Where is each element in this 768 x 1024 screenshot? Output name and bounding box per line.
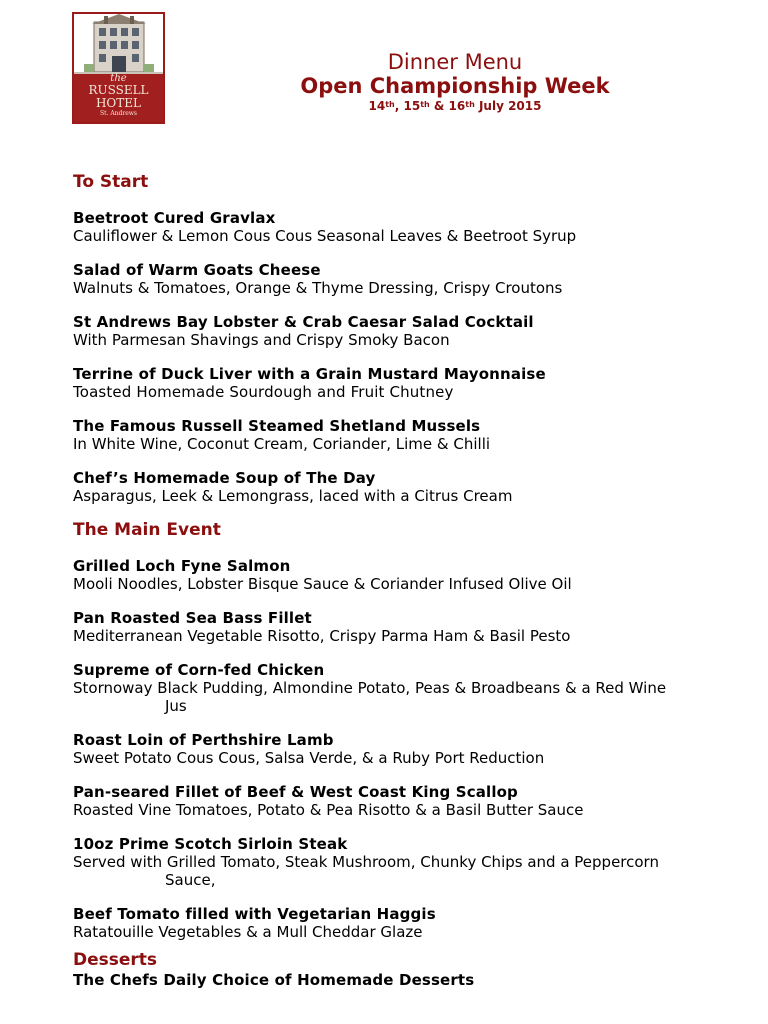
menu-item	[73, 469, 713, 505]
dish-name: Salad of Warm Goats Cheese	[73, 261, 321, 279]
dish-description: With Parmesan Shavings and Crispy Smoky Bacon	[73, 331, 450, 349]
dish-name: Pan-seared Fillet of Beef & West Coast King Scallop	[73, 783, 518, 801]
menu-content	[73, 171, 713, 989]
menu-item	[73, 557, 713, 593]
date-separator-2: &	[429, 99, 449, 113]
dish-name: Chef’s Homemade Soup of The Day	[73, 469, 376, 487]
menu-item	[73, 209, 713, 245]
menu-item	[73, 661, 713, 715]
menu-item	[73, 783, 713, 819]
menu-title: Dinner Menu	[387, 50, 523, 74]
menu-subtitle: Open Championship Week	[300, 74, 610, 98]
menu-item	[73, 609, 713, 645]
dish-name: Supreme of Corn-fed Chicken	[73, 661, 325, 679]
logo-text-hotel: HOTEL	[95, 96, 142, 110]
date-day-1: 14	[368, 99, 386, 113]
menu-item	[73, 261, 713, 297]
menu-dates	[250, 99, 660, 114]
date-month-year: July 2015	[474, 99, 542, 113]
menu-item	[73, 905, 713, 941]
menu-item	[73, 313, 713, 349]
dish-name: St Andrews Bay Lobster & Crab Caesar Salad Cocktail	[73, 313, 534, 331]
dish-name: Terrine of Duck Liver with a Grain Mustard Mayonnaise	[73, 365, 546, 383]
menu-item	[73, 835, 713, 889]
date-suffix-3: th	[465, 100, 475, 109]
date-day-2: 15	[403, 99, 421, 113]
menu-item	[73, 731, 713, 767]
menu-header	[250, 50, 660, 114]
dish-description: Roasted Vine Tomatoes, Potato & Pea Risotto & a Basil Butter Sauce	[73, 801, 584, 819]
desserts-description: The Chefs Daily Choice of Homemade Desserts	[73, 971, 475, 989]
logo-text-russell: RUSSELL	[88, 83, 149, 97]
dish-description: In White Wine, Coconut Cream, Coriander, Lime & Chilli	[73, 435, 491, 453]
section-title-main-event: The Main Event	[73, 520, 221, 540]
dish-name: Roast Loin of Perthshire Lamb	[73, 731, 334, 749]
dish-description: Asparagus, Leek & Lemongrass, laced with a Citrus Cream	[73, 487, 513, 505]
date-separator-1: ,	[394, 99, 404, 113]
menu-item	[73, 417, 713, 453]
dish-description: Stornoway Black Pudding, Almondine Potato, Peas & Broadbeans & a Red Wine	[73, 679, 667, 697]
dish-description-continued: Jus	[165, 697, 187, 715]
logo-text-location: St. Andrews	[99, 110, 137, 117]
hotel-logo	[72, 12, 165, 124]
dish-description: Sweet Potato Cous Cous, Salsa Verde, & a Ruby Port Reduction	[73, 749, 545, 767]
section-title-desserts: Desserts	[73, 950, 158, 970]
dish-name: Beetroot Cured Gravlax	[73, 209, 276, 227]
section-title-to-start: To Start	[73, 172, 149, 192]
dish-description: Mediterranean Vegetable Risotto, Crispy Parma Ham & Basil Pesto	[73, 627, 571, 645]
dish-name: 10oz Prime Scotch Sirloin Steak	[73, 835, 348, 853]
dish-name: Beef Tomato filled with Vegetarian Haggis	[73, 905, 436, 923]
dish-description: Toasted Homemade Sourdough and Fruit Chutney	[73, 383, 454, 401]
date-suffix-2: th	[420, 100, 430, 109]
logo-text-the: the	[110, 73, 127, 84]
date-suffix-1: th	[385, 100, 395, 109]
dish-name: The Famous Russell Steamed Shetland Mussels	[73, 417, 481, 435]
dish-description: Served with Grilled Tomato, Steak Mushroom, Chunky Chips and a Peppercorn	[73, 853, 659, 871]
dish-description: Ratatouille Vegetables & a Mull Cheddar Glaze	[73, 923, 423, 941]
menu-item	[73, 365, 713, 401]
dish-description: Cauliflower & Lemon Cous Cous Seasonal Leaves & Beetroot Syrup	[73, 227, 577, 245]
date-day-3: 16	[448, 99, 466, 113]
dish-name: Pan Roasted Sea Bass Fillet	[73, 609, 312, 627]
dish-description-continued: Sauce,	[165, 871, 216, 889]
dish-description: Walnuts & Tomatoes, Orange & Thyme Dressing, Crispy Croutons	[73, 279, 563, 297]
dish-name: Grilled Loch Fyne Salmon	[73, 557, 291, 575]
dish-description: Mooli Noodles, Lobster Bisque Sauce & Coriander Infused Olive Oil	[73, 575, 572, 593]
